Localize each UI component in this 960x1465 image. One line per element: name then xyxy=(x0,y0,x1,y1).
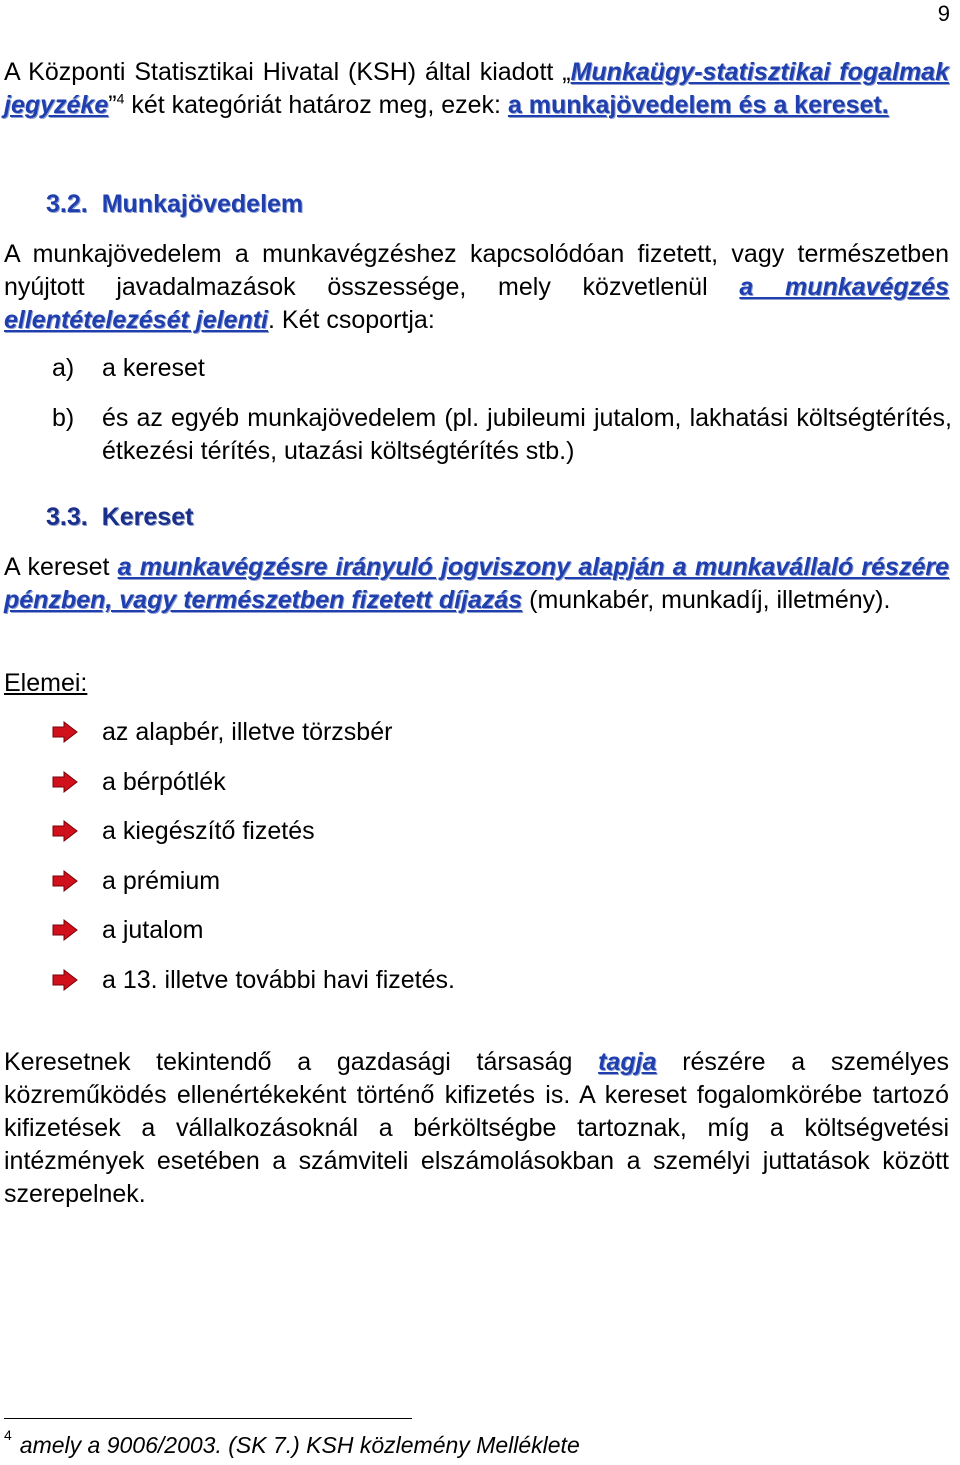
list-item-text: és az egyéb munkajövedelem (pl. jubileumi jutalom, lakhatási költségtérítés, étkezési térítés, utazási költségtérítés stb.) xyxy=(102,404,952,465)
section-heading-kereset xyxy=(46,501,193,534)
footnote-text: amely a 9006/2003. (SK 7.) KSH közlemény Melléklete xyxy=(19,1432,580,1458)
paragraph-text-1: Keresetnek tekintendő a gazdasági társaság xyxy=(4,1048,599,1076)
footnote xyxy=(4,1427,580,1460)
tagja-emphasis: tagja xyxy=(598,1048,657,1076)
intro-closing-quote: ” xyxy=(108,91,117,119)
page-number: 9 xyxy=(937,1,950,26)
element-text: a 13. illetve további havi fizetés. xyxy=(102,966,455,994)
ksh-document-title: Munkaügy-statisztikai fogalmak jegyzéke xyxy=(4,58,949,119)
section-number: 3.2. xyxy=(46,190,88,218)
definition-end: (munkabér, munkadíj, illetmény). xyxy=(522,586,891,614)
section-heading-munkajovedelem xyxy=(46,188,303,221)
footnote-divider xyxy=(4,1418,412,1419)
element-text: a bérpótlék xyxy=(102,768,226,796)
definition-text: A kereset xyxy=(4,553,118,581)
kereset-definition xyxy=(4,551,949,617)
kereset-paragraph xyxy=(4,1046,949,1211)
section-title: Kereset xyxy=(101,503,194,531)
element-text: az alapbér, illetve törzsbér xyxy=(102,718,393,746)
section-number: 3.3. xyxy=(46,503,88,531)
element-text: a jutalom xyxy=(102,916,204,944)
intro-categories: a munkajövedelem és a kereset. xyxy=(507,91,889,119)
intro-text-2: két kategóriát határoz meg, ezek: xyxy=(124,91,508,119)
element-text: a kiegészítő fizetés xyxy=(102,817,315,845)
footnote-number: 4 xyxy=(4,1427,12,1444)
footnote-reference[interactable]: 4 xyxy=(116,90,125,107)
intro-paragraph xyxy=(4,56,949,122)
list-marker: b) xyxy=(52,404,75,432)
paragraph-text-2: részére a személyes közreműködés ellenértékeként történő kifizetés is. A kereset fogalomkörébe tartozó kifizetések a vállalkozásoknál a bérköltségbe tartoznak, míg a költségvetési intézmények esetében a számviteli elszámolásokban a személyi juttatások között szerepelnek. xyxy=(4,1048,949,1208)
red-right-arrow-icon xyxy=(52,870,78,892)
red-right-arrow-icon xyxy=(52,919,78,941)
red-right-arrow-icon xyxy=(52,771,78,793)
munkajovedelem-definition xyxy=(4,238,949,337)
section-title: Munkajövedelem xyxy=(101,190,304,218)
red-right-arrow-icon xyxy=(52,969,78,991)
definition-emphasis: a munkavégzésre irányuló jogviszony alapján a munkavállaló részére pénzben, vagy természetben fizetett díjazás xyxy=(4,553,949,614)
list-item-text: a kereset xyxy=(102,354,205,382)
element-text: a prémium xyxy=(102,867,221,895)
elements-label: Elemei: xyxy=(4,669,88,697)
definition-text: A munkajövedelem a munkavégzéshez kapcsolódóan fizetett, vagy természetben nyújtott javadalmazások összessége, mely közvetlenül xyxy=(4,240,949,301)
red-right-arrow-icon xyxy=(52,721,78,743)
red-right-arrow-icon xyxy=(52,820,78,842)
definition-end: . Két csoportja: xyxy=(268,306,435,334)
definition-emphasis: a munkavégzés ellentételezését jelenti xyxy=(4,273,949,334)
intro-text-1: A Központi Statisztikai Hivatal (KSH) által kiadott „ xyxy=(4,58,571,86)
list-marker: a) xyxy=(52,354,75,382)
